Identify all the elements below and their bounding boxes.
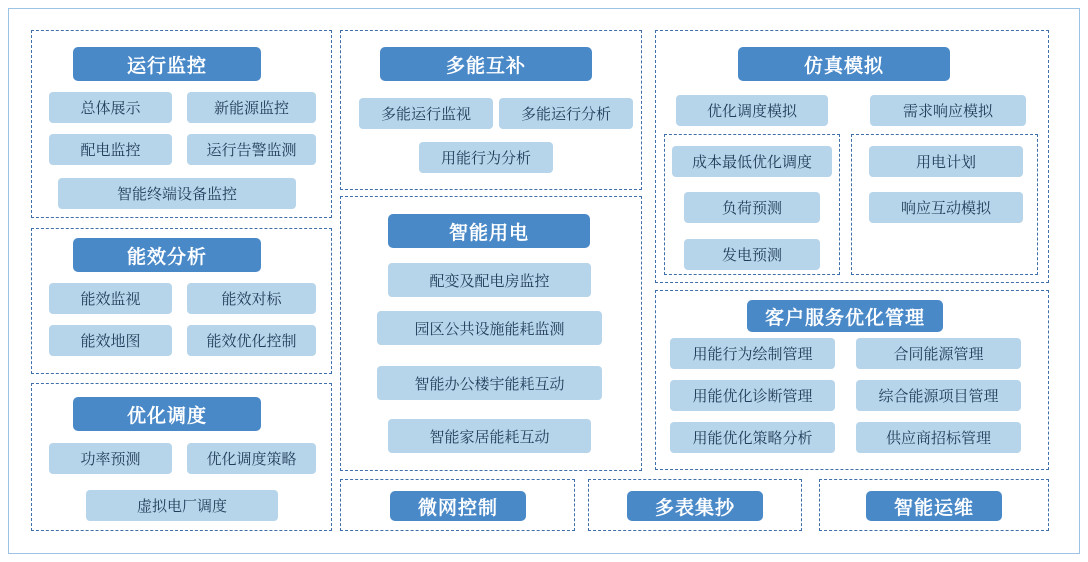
node-energy-efficiency-benchmarking[interactable]: 能效对标 [187,283,316,314]
node-overall-display[interactable]: 总体展示 [49,92,172,123]
node-distribution-monitoring[interactable]: 配电监控 [49,134,172,165]
group-header-simulation: 仿真模拟 [738,47,950,81]
node-energy-behavior-mapping-management[interactable]: 用能行为绘制管理 [670,338,835,369]
node-multi-energy-operation-analysis[interactable]: 多能运行分析 [499,98,633,129]
group-header-smart-power-use: 智能用电 [388,214,590,248]
group-header-customer-service-optimization: 客户服务优化管理 [747,300,943,332]
group-header-energy-efficiency-analysis: 能效分析 [73,238,261,272]
group-header-smart-operation-maintenance: 智能运维 [866,491,1002,521]
node-energy-use-behavior-analysis[interactable]: 用能行为分析 [419,142,553,173]
node-lowest-cost-optimized-dispatch[interactable]: 成本最低优化调度 [672,146,832,177]
node-integrated-energy-project-management[interactable]: 综合能源项目管理 [856,380,1021,411]
group-header-microgrid-control: 微网控制 [390,491,526,521]
node-energy-optimization-diagnosis-management[interactable]: 用能优化诊断管理 [670,380,835,411]
group-header-multi-meter-reading: 多表集抄 [627,491,763,521]
node-demand-response-simulation[interactable]: 需求响应模拟 [870,95,1026,126]
group-header-operation-monitoring: 运行监控 [73,47,261,81]
node-virtual-power-plant-dispatch[interactable]: 虚拟电厂调度 [86,490,278,521]
node-energy-efficiency-map[interactable]: 能效地图 [49,325,172,356]
node-operation-alarm-monitoring[interactable]: 运行告警监测 [187,134,316,165]
node-optimized-dispatch-simulation[interactable]: 优化调度模拟 [676,95,828,126]
node-optimized-dispatch-strategy[interactable]: 优化调度策略 [187,443,316,474]
node-energy-efficiency-optimization-control[interactable]: 能效优化控制 [187,325,316,356]
node-generation-forecast[interactable]: 发电预测 [684,239,820,270]
node-power-forecast[interactable]: 功率预测 [49,443,172,474]
node-transformer-and-substation-monitoring[interactable]: 配变及配电房监控 [388,263,591,297]
node-power-use-plan[interactable]: 用电计划 [869,146,1023,177]
group-header-multi-energy-complementarity: 多能互补 [380,47,592,81]
node-park-public-facility-energy-monitoring[interactable]: 园区公共设施能耗监测 [377,311,602,345]
node-smart-home-energy-interaction[interactable]: 智能家居能耗互动 [388,419,591,453]
node-response-interaction-simulation[interactable]: 响应互动模拟 [869,192,1023,223]
group-header-optimized-dispatch: 优化调度 [73,397,261,431]
node-smart-terminal-device-monitoring[interactable]: 智能终端设备监控 [58,178,296,209]
node-contract-energy-management[interactable]: 合同能源管理 [856,338,1021,369]
node-supplier-bidding-management[interactable]: 供应商招标管理 [856,422,1021,453]
node-energy-optimization-strategy-analysis[interactable]: 用能优化策略分析 [670,422,835,453]
node-smart-office-building-energy-interaction[interactable]: 智能办公楼宇能耗互动 [377,366,602,400]
node-load-forecast[interactable]: 负荷预测 [684,192,820,223]
node-new-energy-monitoring[interactable]: 新能源监控 [187,92,316,123]
node-energy-efficiency-monitoring[interactable]: 能效监视 [49,283,172,314]
node-multi-energy-operation-monitoring[interactable]: 多能运行监视 [359,98,493,129]
